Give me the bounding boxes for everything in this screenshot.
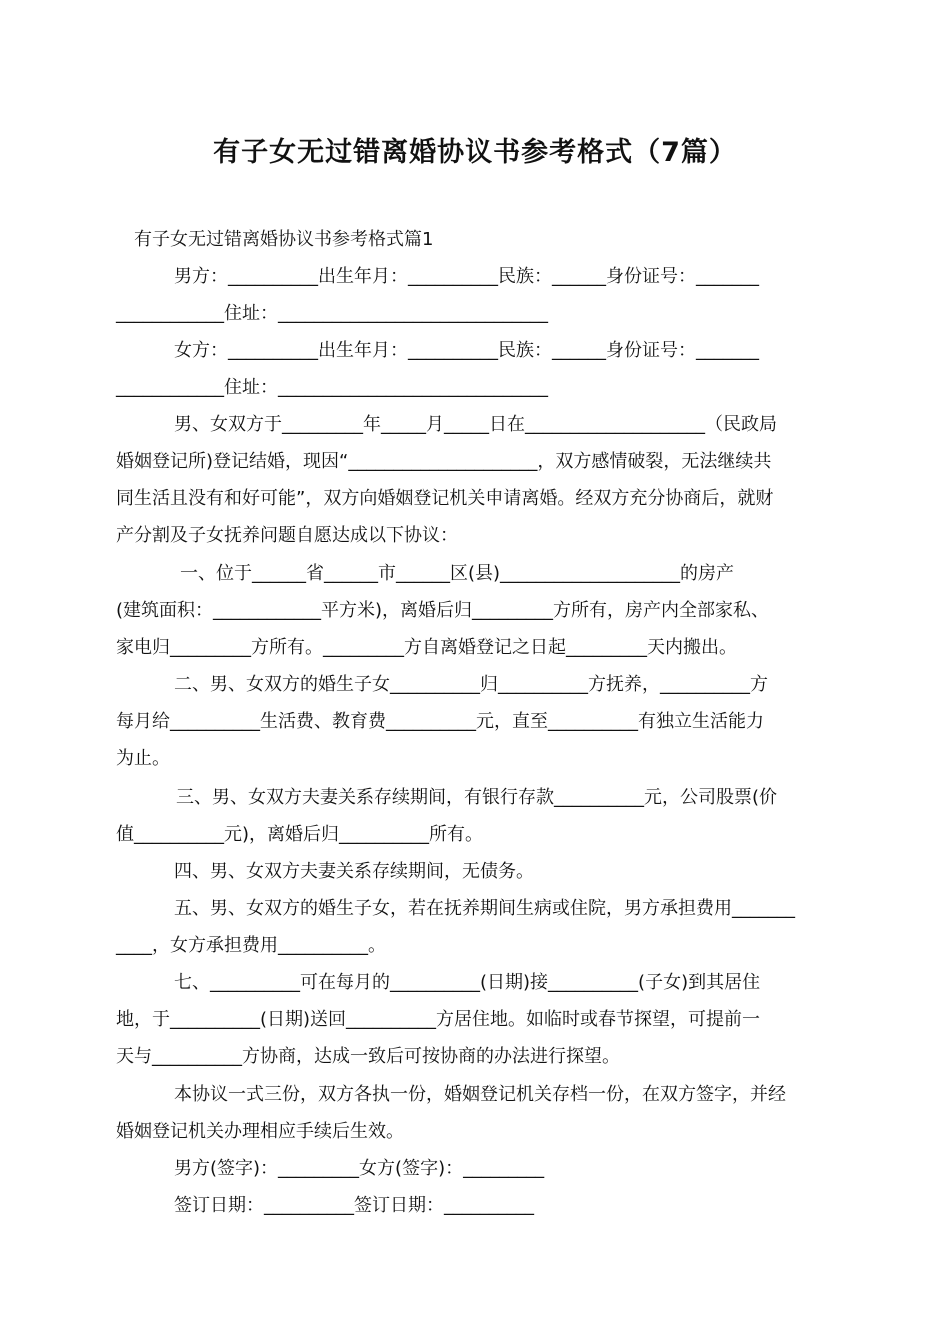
clause-7-line: 天与__________方协商，达成一致后可按协商的办法进行探望。: [116, 1046, 620, 1067]
clause-2-line: 每月给__________生活费、教育费__________元，直至__________有独立生活能力: [116, 711, 764, 732]
clause-2-line: 二、男、女双方的婚生子女__________归__________方抚养，__________方: [174, 674, 768, 695]
clause-1-line: 一、位于______省______市______区(县)____________________的房产: [180, 563, 735, 584]
paragraph-line: 产分割及子女抚养问题自愿达成以下协议：: [116, 525, 458, 546]
husband-info-line: 男方：__________出生年月：__________民族：______身份证号：_______: [174, 266, 759, 287]
closing-line: 婚姻登记机关办理相应手续后生效。: [116, 1121, 404, 1142]
clause-5-line: 五、男、女双方的婚生子女，若在抚养期间生病或住院，男方承担费用_______: [174, 898, 795, 919]
document-title: 有子女无过错离婚协议书参考格式（7篇）: [213, 137, 737, 168]
clause-4-line: 四、男、女双方夫妻关系存续期间，无债务。: [174, 861, 534, 882]
clause-2-line: 为止。: [116, 748, 170, 769]
paragraph-line: 男、女双方于_________年_____月_____日在____________________（民政局: [174, 414, 777, 435]
paragraph-line: 同生活且没有和好可能”，双方向婚姻登记机关申请离婚。经双方充分协商后，就财: [116, 488, 774, 509]
clause-1-line: (建筑面积：____________平方米)，离婚后归_________方所有，房产内全部家私、: [116, 600, 770, 621]
clause-1-line: 家电归_________方所有。_________方自离婚登记之日起_________天内搬出。: [116, 637, 737, 658]
closing-line: 本协议一式三份，双方各执一份，婚姻登记机关存档一份，在双方签字，并经: [174, 1084, 786, 1105]
wife-info-line: 女方：__________出生年月：__________民族：______身份证号：_______: [174, 340, 759, 361]
signature-line: 男方(签字)：_________女方(签字)：_________: [174, 1158, 545, 1179]
clause-7-line: 地，于__________(日期)送回__________方居住地。如临时或春节探望，可提前一: [116, 1009, 761, 1030]
section-heading: 有子女无过错离婚协议书参考格式篇1: [134, 229, 434, 250]
husband-address-line: ____________住址：______________________________: [116, 303, 548, 324]
signing-date-line: 签订日期：__________签订日期：__________: [174, 1195, 534, 1216]
clause-3-line: 值__________元)，离婚后归__________所有。: [116, 824, 484, 845]
paragraph-line: 婚姻登记所)登记结婚，现因“_____________________，双方感情破裂，无法继续共: [116, 451, 772, 472]
clause-7-line: 七、__________可在每月的__________(日期)接__________(子女)到其居住: [174, 972, 761, 993]
clause-5-line: ____，女方承担费用__________。: [116, 935, 386, 956]
clause-3-line: 三、男、女双方夫妻关系存续期间，有银行存款__________元，公司股票(价: [176, 787, 778, 808]
wife-address-line: ____________住址：______________________________: [116, 377, 548, 398]
